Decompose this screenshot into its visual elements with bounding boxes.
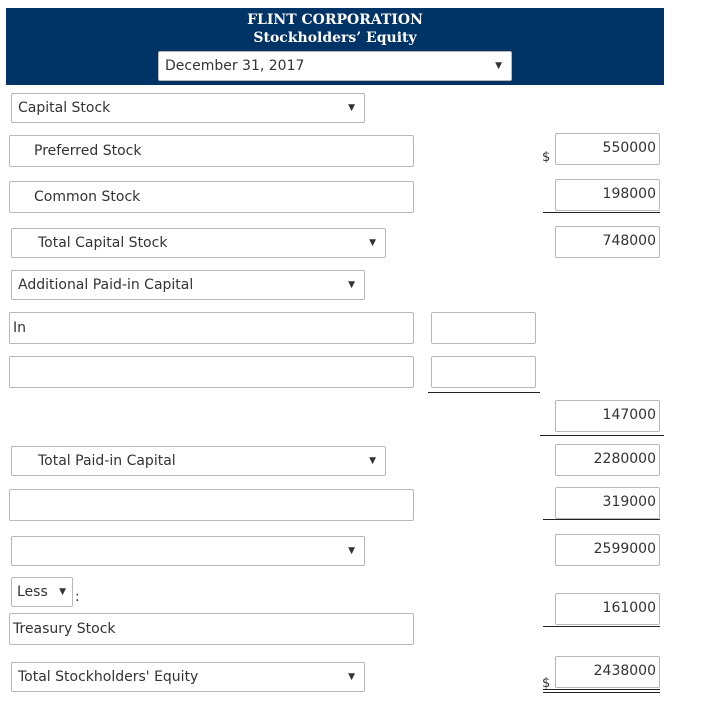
- dollar-sign: $: [542, 676, 551, 691]
- apic-line2-field[interactable]: [9, 356, 414, 388]
- total-double-underline: [543, 689, 660, 693]
- subtotal-line: [543, 519, 660, 520]
- apic-line1-amount[interactable]: [431, 312, 536, 344]
- total-paid-in-select-value: Total Paid-in Capital: [38, 453, 176, 469]
- retained-earnings-amount[interactable]: 319000: [555, 487, 660, 519]
- total-se-select-value: Total Stockholders' Equity: [18, 669, 199, 685]
- subtotal-line: [543, 212, 660, 213]
- preferred-stock-field[interactable]: Preferred Stock: [9, 135, 414, 167]
- apic-select[interactable]: [11, 270, 365, 300]
- common-stock-amount[interactable]: 198000: [555, 179, 660, 211]
- date-select-value: December 31, 2017: [165, 58, 305, 74]
- apic-line1-field[interactable]: In: [9, 312, 414, 344]
- total-se-amount[interactable]: 2438000: [555, 656, 660, 688]
- statement-title: Stockholders’ Equity: [253, 30, 417, 46]
- total-se-select[interactable]: [11, 662, 365, 692]
- apic-total-amount[interactable]: 147000: [555, 400, 660, 432]
- statement-header: [6, 8, 664, 85]
- chevron-down-icon: ▼: [369, 456, 376, 466]
- chevron-down-icon: ▼: [369, 238, 376, 248]
- less-select[interactable]: [11, 577, 73, 607]
- treasury-stock-field[interactable]: Treasury Stock: [9, 613, 414, 645]
- colon: :: [75, 589, 80, 605]
- apic-line2-amount[interactable]: [431, 356, 536, 388]
- total-paid-in-amount[interactable]: 2280000: [555, 444, 660, 476]
- chevron-down-icon: ▼: [348, 280, 355, 290]
- date-select[interactable]: [158, 51, 512, 81]
- chevron-down-icon: ▼: [348, 103, 355, 113]
- dollar-sign: $: [542, 150, 551, 165]
- treasury-stock-amount[interactable]: 161000: [555, 593, 660, 625]
- subtotal-select[interactable]: [11, 536, 365, 566]
- company-name: FLINT CORPORATION: [247, 12, 423, 28]
- subtotal-line: [543, 626, 660, 627]
- total-capital-stock-select-value: Total Capital Stock: [38, 235, 168, 251]
- capital-stock-select[interactable]: [11, 93, 365, 123]
- chevron-down-icon: ▼: [59, 587, 66, 597]
- subtotal-line: [540, 435, 664, 436]
- apic-select-value: Additional Paid-in Capital: [18, 277, 194, 293]
- total-paid-in-select[interactable]: [11, 446, 386, 476]
- chevron-down-icon: ▼: [348, 546, 355, 556]
- less-select-value: Less: [17, 584, 48, 600]
- chevron-down-icon: ▼: [348, 672, 355, 682]
- total-capital-stock-amount[interactable]: 748000: [555, 226, 660, 258]
- retained-earnings-field[interactable]: [9, 489, 414, 521]
- capital-stock-select-value: Capital Stock: [18, 100, 111, 116]
- total-capital-stock-select[interactable]: [11, 228, 386, 258]
- common-stock-field[interactable]: Common Stock: [9, 181, 414, 213]
- preferred-stock-amount[interactable]: 550000: [555, 133, 660, 165]
- apic-subtotal-line: [428, 392, 540, 393]
- chevron-down-icon: ▼: [495, 61, 502, 71]
- subtotal-amount[interactable]: 2599000: [555, 534, 660, 566]
